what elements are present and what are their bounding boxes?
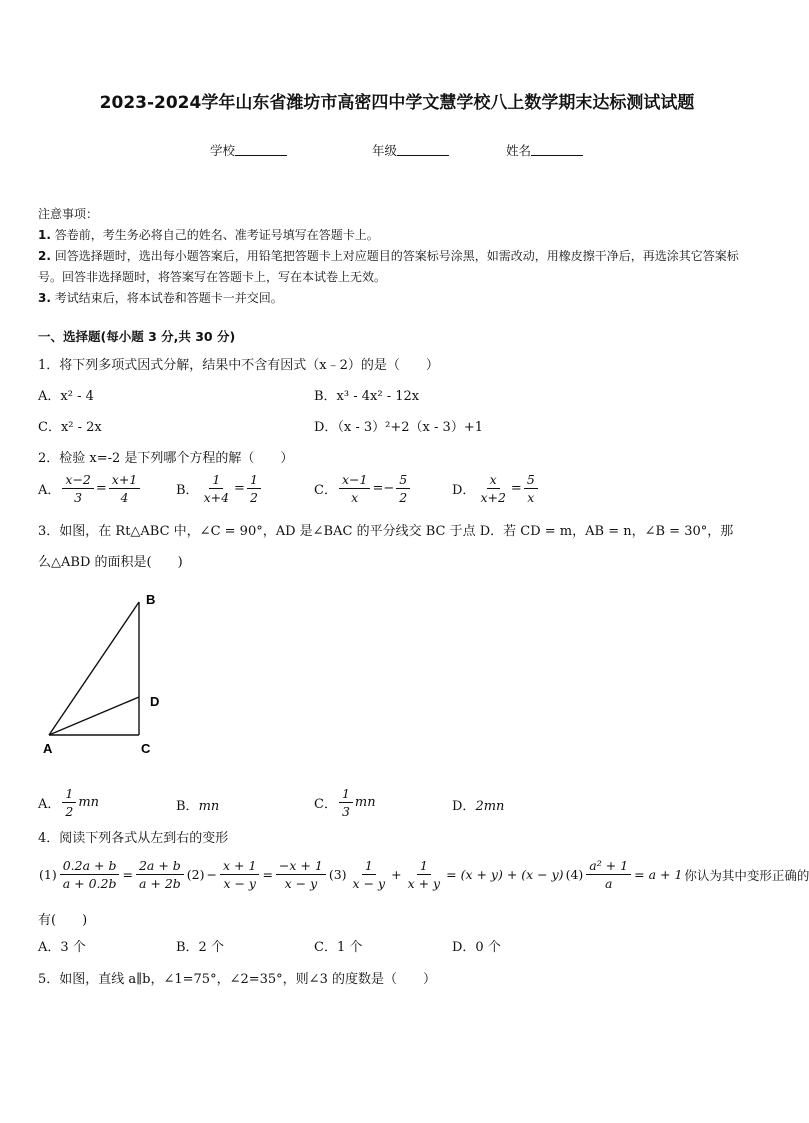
- q1-option-d: D．（x - 3）²+2（x - 3）+1: [314, 420, 483, 435]
- q4-option-d: D．0 个: [452, 940, 501, 955]
- notes-heading: 注意事项：: [38, 207, 99, 221]
- point-label-b: B: [146, 592, 156, 607]
- q3-option-a: A． $\frac{1}{2}$ mn: [38, 786, 100, 819]
- q3-stem-line2: 么△ABD 的面积是( ): [38, 555, 183, 570]
- name-field: [506, 141, 583, 159]
- point-label-a: A: [43, 741, 53, 756]
- notes-block: [38, 204, 758, 309]
- page-title: 2023-2024学年山东省潍坊市高密四中学文慧学校八上数学期末达标测试试题: [99, 93, 695, 113]
- point-label-d: D: [150, 694, 160, 709]
- note-item: 2. 回答选择题时，选出每小题答案后，用铅笔把答题卡上对应题目的答案标号涂黑，如需改动，用橡皮擦干净后，再选涂其它答案标号。回答非选择题时，将答案写在答题卡上，写在本试卷上无效。: [38, 249, 739, 284]
- q2-option-d: D． $\frac{x}{x+2}$ = $\frac{5}{x}$: [452, 472, 540, 505]
- grade-field: [372, 141, 449, 159]
- q2-option-b: B． $\frac{1}{x+4}$ = $\frac{1}{2}$: [176, 472, 263, 505]
- q5-stem: 5．如图，直线 a∥b，∠1=75°，∠2=35°，则∠3 的度数是（ ）: [38, 972, 436, 987]
- q1-stem: 1．将下列多项式因式分解，结果中不含有因式（x﹣2）的是（ ）: [38, 358, 439, 373]
- point-label-c: C: [141, 741, 151, 756]
- school-blank: [235, 143, 287, 156]
- grade-label: 年级: [372, 143, 398, 158]
- note-item: 3. 考试结束后，将本试卷和答题卡一并交回。: [38, 291, 283, 305]
- name-label: 姓名: [506, 143, 532, 158]
- line-ab: [49, 602, 139, 735]
- school-label: 学校: [210, 143, 236, 158]
- q4-stem: 4．阅读下列各式从左到右的变形: [38, 831, 229, 846]
- q2-option-a: A． $\frac{x-2}{3}$ = $\frac{x+1}{4}$: [38, 472, 142, 505]
- q3-option-b: B．mn: [176, 799, 220, 814]
- section-heading: 一、选择题(每小题 3 分,共 30 分): [38, 329, 236, 344]
- q1-option-c: C．x² - 2x: [38, 420, 102, 435]
- grade-blank: [397, 143, 449, 156]
- q4-option-b: B．2 个: [176, 940, 224, 955]
- q2-stem: 2．检验 x=-2 是下列哪个方程的解（ ）: [38, 451, 294, 466]
- q4-option-c: C．1 个: [314, 940, 363, 955]
- school-field: [210, 141, 287, 159]
- q4-stem-line2: 有( ): [38, 913, 88, 928]
- q4-option-a: A．3 个: [38, 940, 86, 955]
- triangle-figure: [38, 585, 178, 765]
- q1-option-b: B．x³ - 4x² - 12x: [314, 389, 420, 404]
- name-blank: [531, 143, 583, 156]
- q1-option-a: A．x² - 4: [38, 389, 94, 404]
- q3-stem-line1: 3．如图，在 Rt△ABC 中，∠C = 90°，AD 是∠BAC 的平分线交 BC 于点 D．若 CD = m，AB = n，∠B = 30°，那: [38, 524, 734, 539]
- note-item: 1. 答卷前，考生务必将自己的姓名、准考证号填写在答题卡上。: [38, 228, 379, 242]
- q2-option-c: C． $\frac{x-1}{x}$ =− $\frac{5}{2}$: [314, 472, 412, 505]
- q4-expressions: (1) $\frac{0.2a + b}{a + 0.2b}$ = $\frac{2a + b}{a + 2b}$ (2) − $\frac{x + 1}{x - y}$ = $\frac{-x + 1}{x - y}$ (3) $\frac{1}{x - y}$ + $\frac{1}{x + y}$ = (x + y) + (x − y) (4) $\frac{\text{a² + 1}}{a}$ = a + 1 你认为其中变形正确的: [39, 858, 809, 891]
- q3-option-d: D．2mn: [452, 799, 505, 814]
- q3-option-c: C． $\frac{1}{3}$ mn: [314, 786, 376, 819]
